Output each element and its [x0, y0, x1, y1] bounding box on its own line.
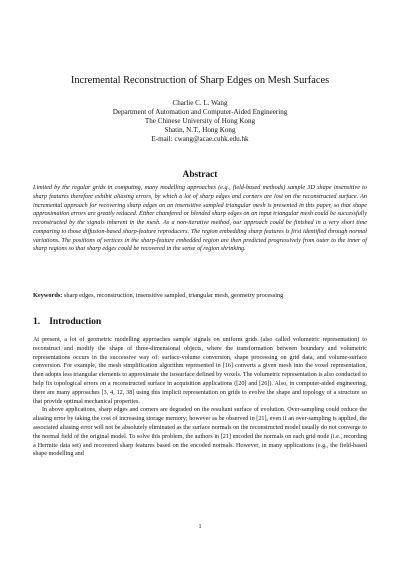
author-location: Shatin, N.T., Hong Kong	[164, 125, 236, 134]
author-university: The Chinese University of Hong Kong	[144, 116, 256, 125]
section-heading	[33, 316, 110, 327]
author-name: Charlie C. L. Wang	[172, 99, 228, 107]
author-department: Department of Automation and Computer-Aided Engineering	[112, 107, 288, 116]
section-body	[33, 336, 367, 459]
paper-title: Incremental Reconstruction of Sharp Edges on Mesh Surfaces	[70, 75, 330, 86]
abstract-text: Limited by the regular grids in computing, many modelling approaches (e.g., field-based methods) sample 3D shape insensitive to sharp features therefore exhibit aliasing errors, by which a lot of sharp edges and corners are lost on the reconstructed surface. An incremental approach for recovering sharp edges on an insensitive sampled triangular mesh is presented in this paper, so that shape approximation errors are greatly reduced. Either chamfered or blended sharp edges on an input triangular mesh could be successfully reconstructed by the signals inherent in the mesh. As a non-iterative method, our approach could be finished in a very short time comparing to those diffusion-based sharp-feature reproducers. The region embedding sharp features is first identified through normal variations. The positions of vertices in the sharp-feature embedded region are then predicted progressively from outer to the inner of sharp regions so that sharp edges could be recovered in the sense of region shrinking.	[33, 184, 367, 253]
page-number: 1	[198, 523, 202, 530]
author-block	[20, 99, 380, 144]
body-paragraph: In above applications, sharp edges and corners are degraded on the resultant surface of evolution. Over-sampling could reduce the aliasing error by taking the cost of increasing storage memory; however as be observed in [21], even if an over-sampling is applied, the associated aliasing error will not be absolutely eliminated as the surface normals on the reconstructed model usually do not converge to the normal field of the original model. To solve this problem, the authors in [21] encoded the normals on each grid node (i.e., recording a Hermite data set) and recovered sharp features based on the encoded normals. However, in many applications (e.g., the field-based shape modelling and	[33, 407, 367, 458]
body-paragraph: At present, a lot of geometric modelling approaches sample signals on uniform grids (also called volumetric representation) to reconstruct and modify the shape of three-dimensional objects, where the transformation between boundary and volumetric representations occurs in the successive way of: surface-volume conversion, shape processing on grid data, and volume-surface conversion. For example, the mesh simplification algorithm represented in [16] converts a given mesh into the voxel representation, then adopts less triangular elements to approximate the isosurface defined by voxels. The volumetric representation is also conducted to help fix topological errors on a reconstructed surface in acquisition applications ([20] and [26]). Also, in computer-aided engineering, there are many approaches [3, 4, 12, 38] using this implicit representation on grids to evolve the shape and topology of a structure so that provide optimal mechanical properties.	[33, 337, 367, 405]
abstract-heading: Abstract	[182, 170, 218, 180]
section-number: 1.	[33, 316, 41, 327]
keywords-text: sharp edges, reconstruction, insensitive sampled, triangular mesh, geometry processing	[63, 292, 284, 299]
section-title: Introduction	[49, 316, 102, 327]
keywords-line	[33, 292, 367, 300]
author-email: E-mail: cwang@acae.cuhk.edu.hk	[151, 134, 249, 143]
keywords-label: Keywords:	[33, 292, 63, 299]
